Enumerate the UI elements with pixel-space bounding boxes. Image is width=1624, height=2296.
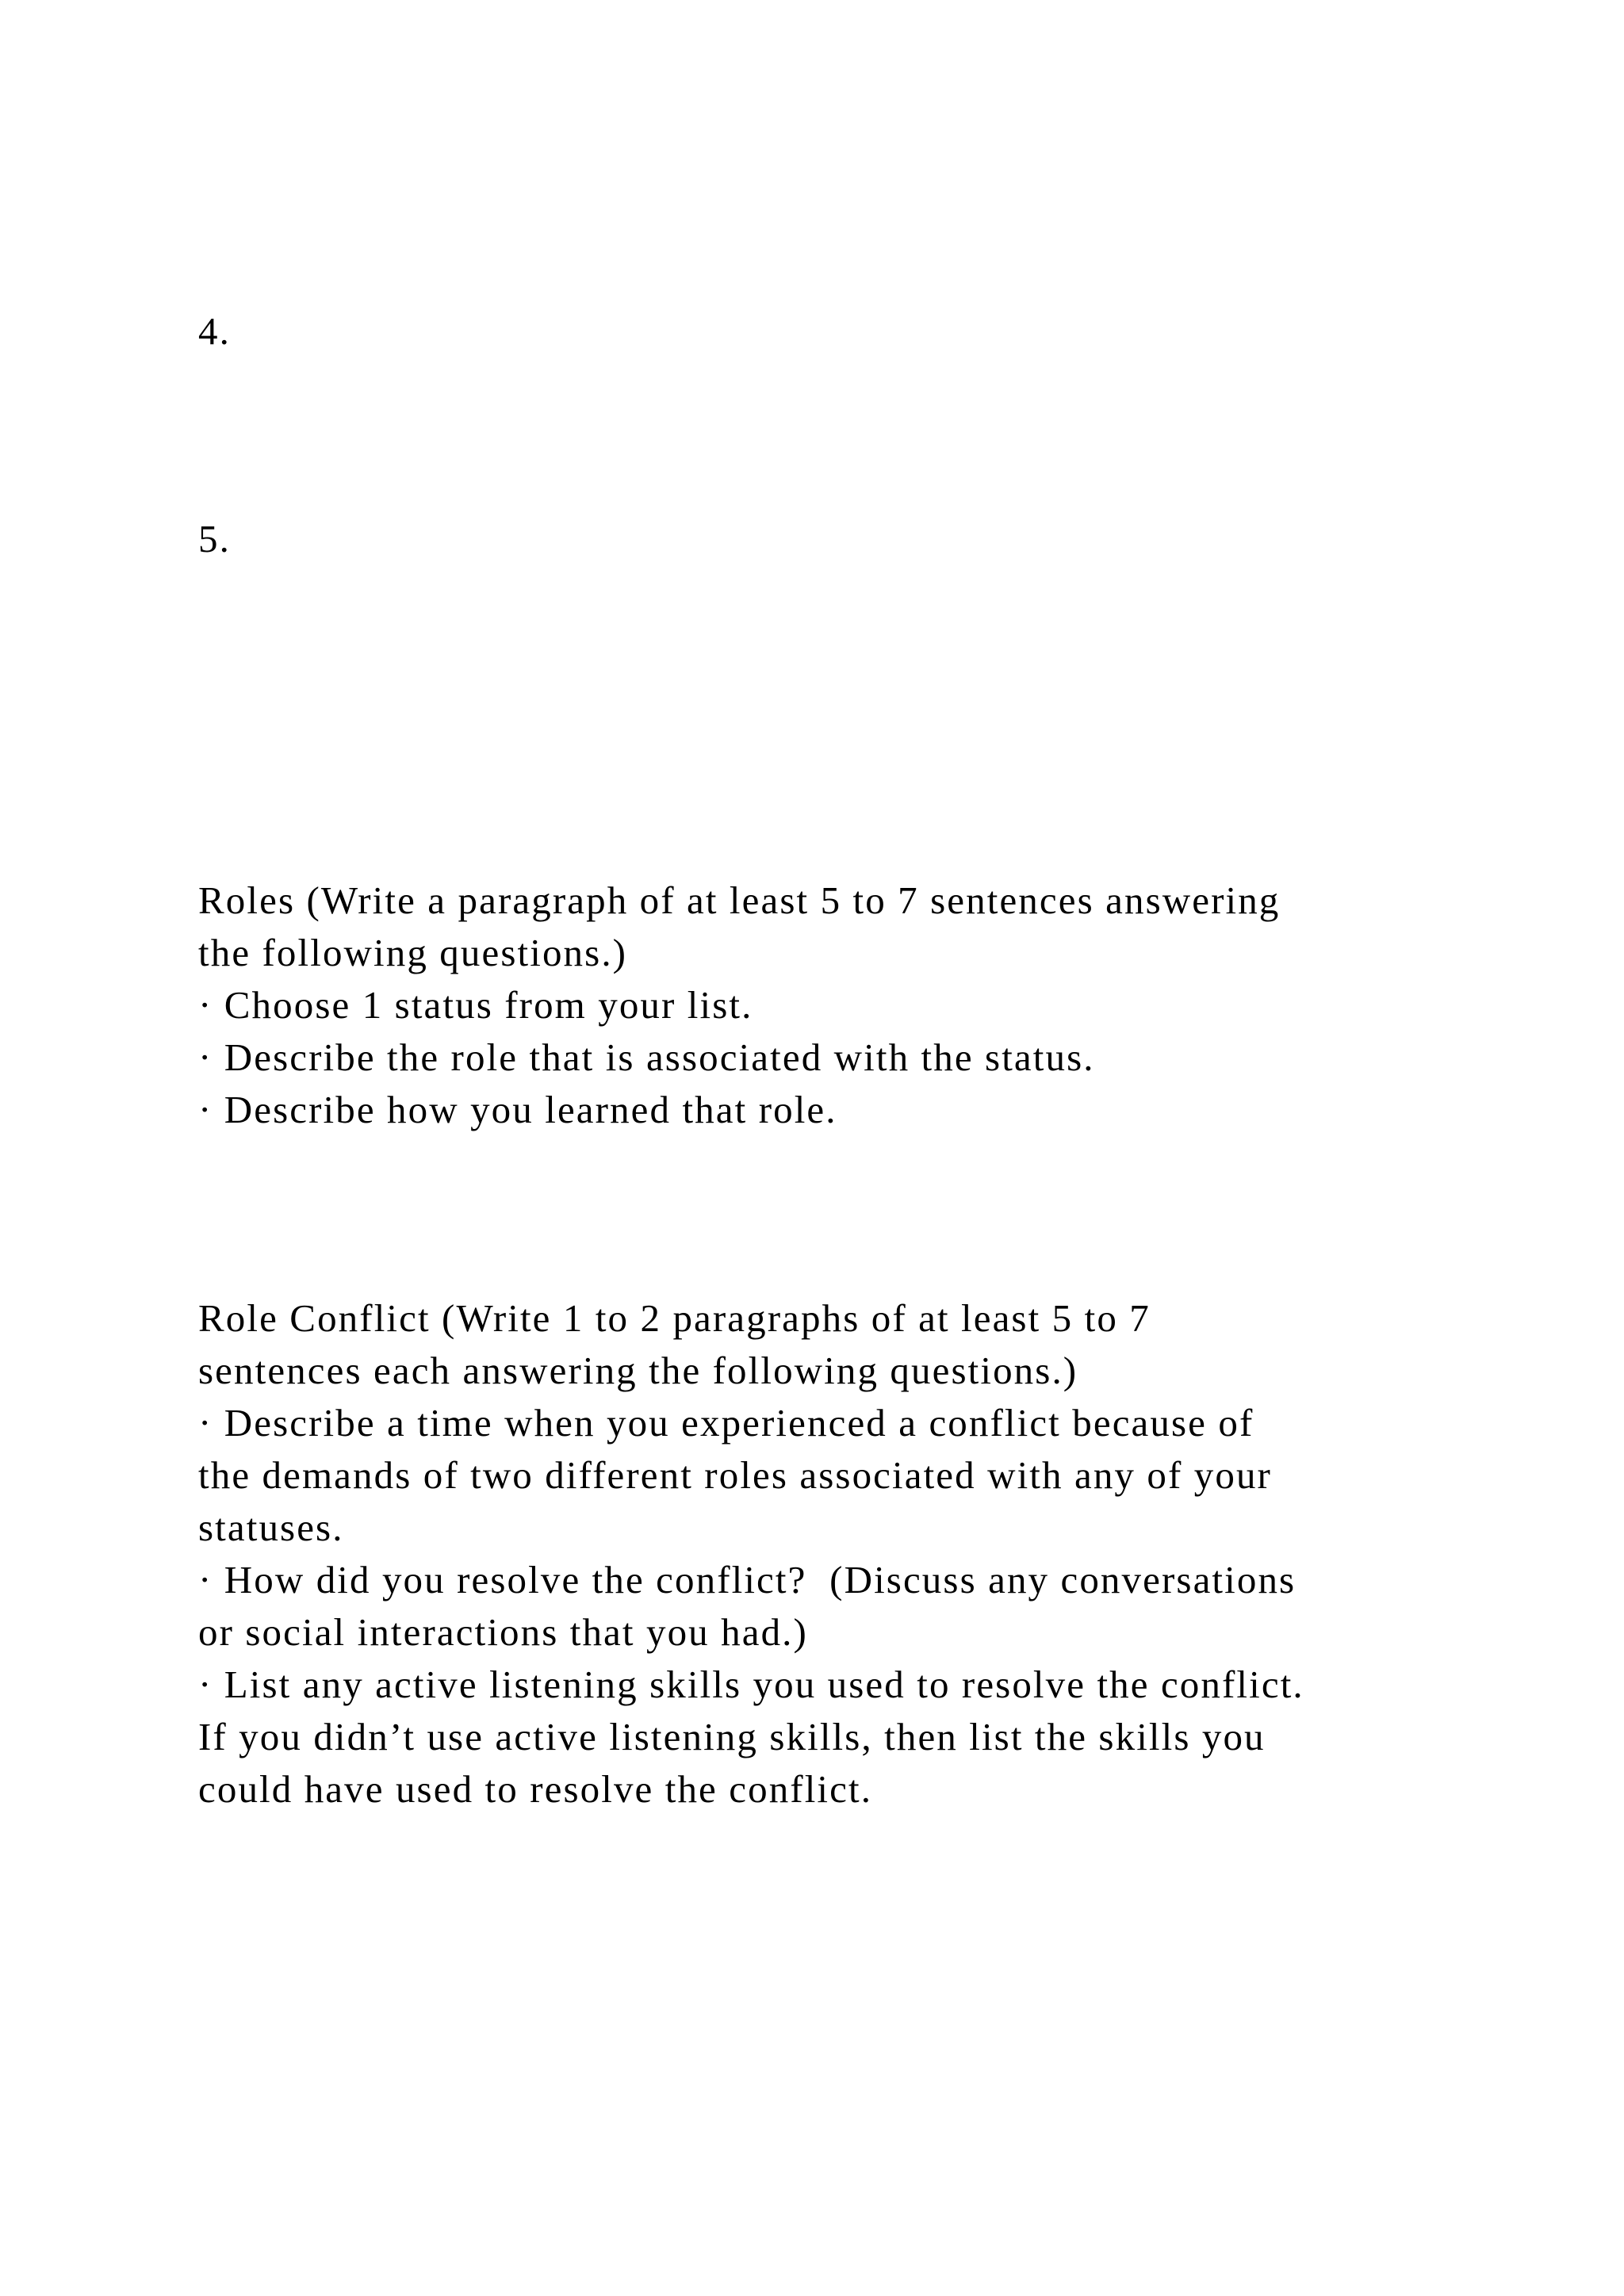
role-conflict-bullet: · List any active listening skills you used to resolve the conflict. (198, 1663, 1304, 1706)
list-item-number-4: 4. (198, 309, 231, 353)
roles-heading-line: Roles (Write a paragraph of at least 5 to 7 sentences answering (198, 878, 1281, 922)
role-conflict-bullet-continuation: could have used to resolve the conflict. (198, 1767, 873, 1811)
roles-heading-line: the following questions.) (198, 931, 628, 974)
role-conflict-heading-line: Role Conflict (Write 1 to 2 paragraphs of at least 5 to 7 (198, 1296, 1151, 1340)
list-item-number-5: 5. (198, 517, 231, 561)
roles-bullet: · Describe how you learned that role. (198, 1088, 837, 1131)
role-conflict-bullet-continuation: statuses. (198, 1506, 344, 1549)
role-conflict-bullet: · How did you resolve the conflict? (Discuss any conversations (198, 1558, 1297, 1601)
role-conflict-bullet: · Describe a time when you experienced a conflict because of (198, 1401, 1254, 1445)
role-conflict-bullet-continuation: the demands of two different roles associated with any of your (198, 1453, 1272, 1497)
role-conflict-bullet-continuation: If you didn’t use active listening skills, then list the skills you (198, 1715, 1266, 1758)
role-conflict-bullet-continuation: or social interactions that you had.) (198, 1610, 808, 1654)
roles-bullet: · Describe the role that is associated with the status. (198, 1035, 1095, 1079)
role-conflict-heading-line: sentences each answering the following questions.) (198, 1349, 1078, 1392)
roles-bullet: · Choose 1 status from your list. (198, 983, 753, 1027)
